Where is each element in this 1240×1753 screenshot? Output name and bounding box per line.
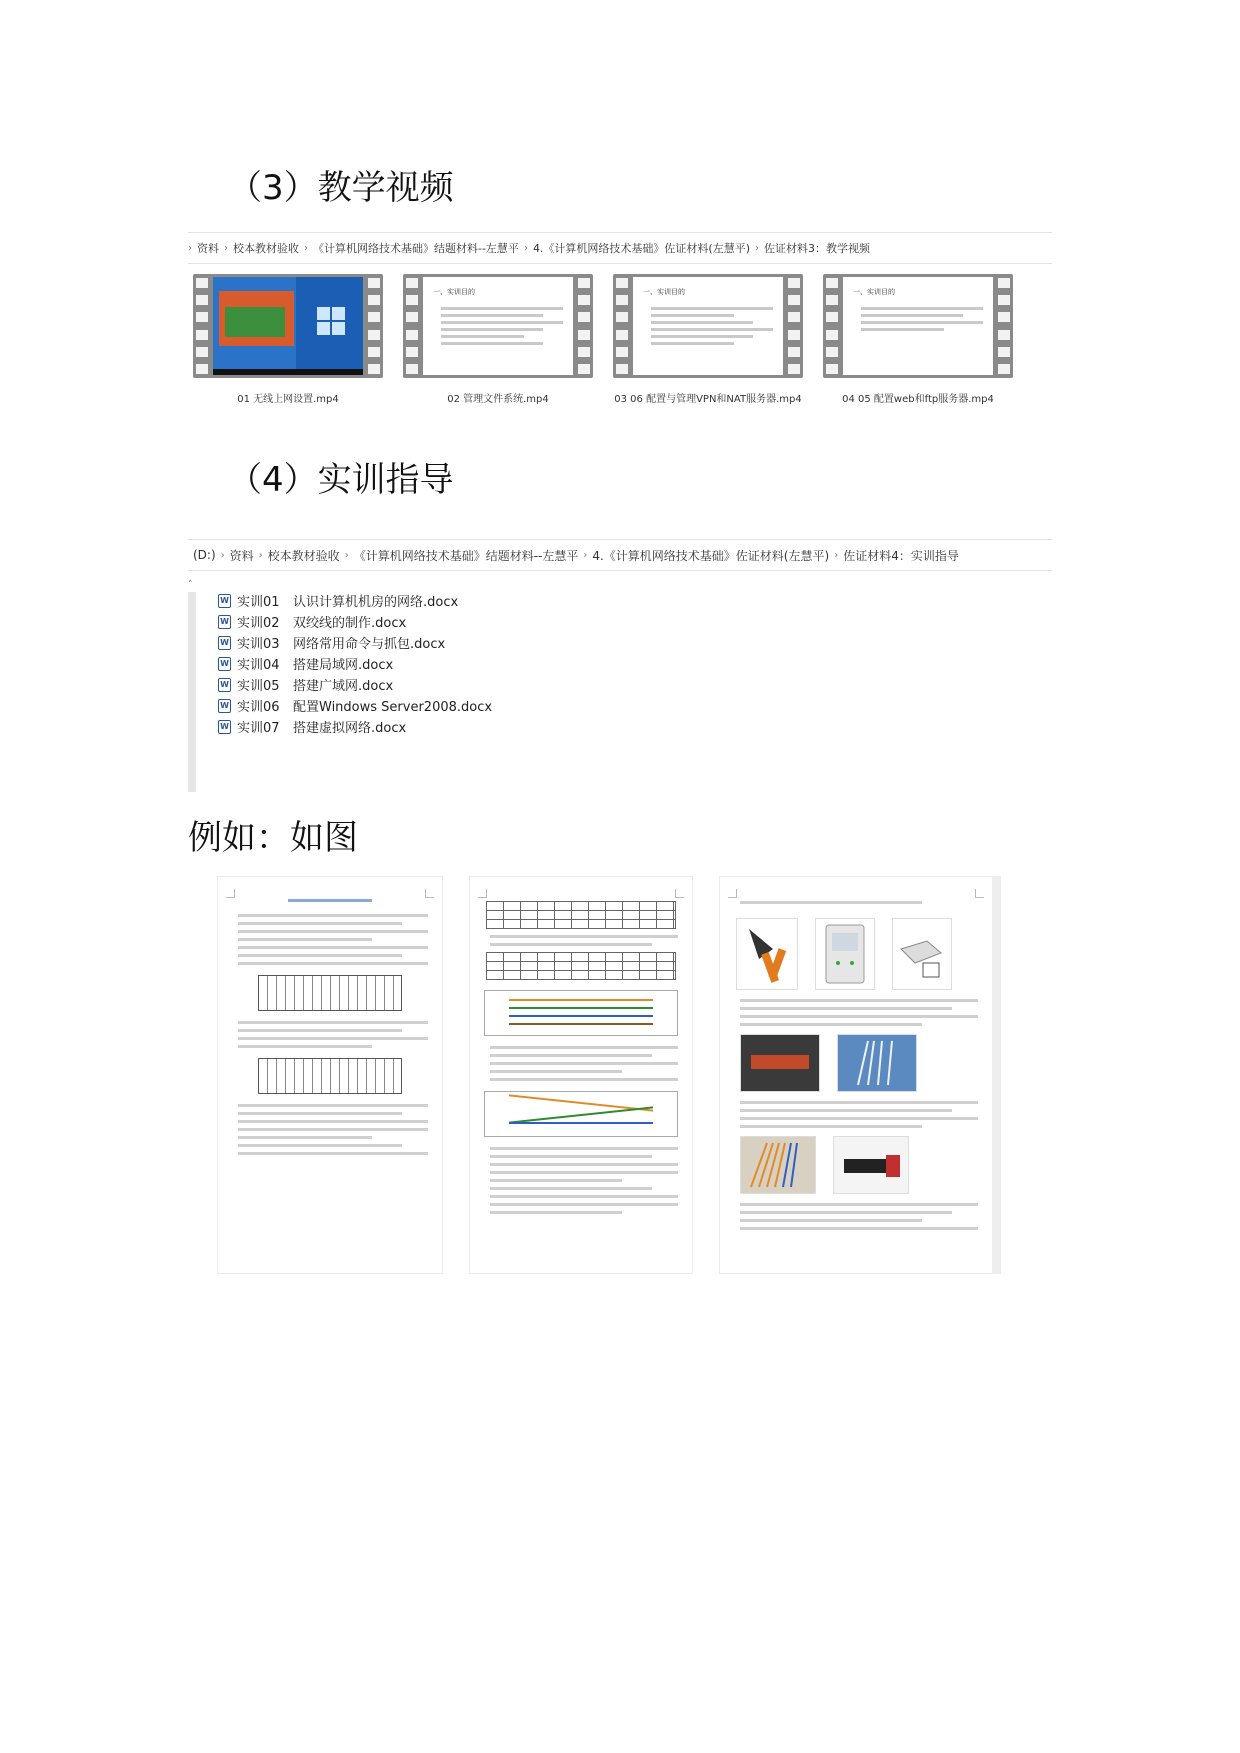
file-item[interactable]: W 实训07 搭建虚拟网络.docx [218, 716, 492, 737]
color-order-table [486, 901, 676, 929]
word-document-icon: W [218, 636, 231, 650]
chevron-right-icon: › [188, 242, 192, 254]
document-page [470, 877, 692, 1273]
file-item[interactable]: W 实训05 搭建广域网.docx [218, 674, 492, 695]
stripping-photo [740, 1034, 820, 1092]
document-page-previews [218, 877, 1052, 1273]
videos-breadcrumb [188, 232, 1052, 264]
breadcrumb-item[interactable]: 资料 [197, 242, 219, 255]
breadcrumb-item[interactable]: 《计算机网络技术基础》结题材料--左慧平 [313, 242, 519, 255]
file-item[interactable]: W 实训03 网络常用命令与抓包.docx [218, 632, 492, 653]
desktop-screenshot [213, 277, 363, 375]
breadcrumb-item[interactable]: 4.《计算机网络技术基础》佐证材料(左慧平) [592, 548, 830, 563]
chevron-right-icon: › [583, 549, 588, 561]
breadcrumb-item[interactable]: 佐证材料4：实训指导 [843, 548, 959, 563]
word-document-icon: W [218, 720, 231, 734]
file-item[interactable]: W 实训04 搭建局域网.docx [218, 653, 492, 674]
guide-heading: （4）实训指导 [228, 460, 454, 500]
video-thumbnail [403, 274, 593, 378]
breadcrumb-item[interactable]: 校本教材验收 [267, 548, 340, 563]
twisted-pairs-photo [837, 1034, 917, 1092]
chevron-right-icon: › [344, 549, 349, 561]
scrollbar[interactable] [188, 592, 196, 792]
video-file[interactable] [823, 274, 1023, 405]
video-label: 04 05 配置web和ftp服务器.mp4 [842, 394, 994, 405]
file-item[interactable]: W 实训01 认识计算机机房的网络.docx [218, 590, 492, 611]
chevron-right-icon: › [834, 549, 839, 561]
word-document-icon: W [218, 657, 231, 671]
chevron-right-icon: › [258, 549, 263, 561]
wire-order-photo [740, 1136, 816, 1194]
chevron-right-icon: › [755, 242, 760, 254]
slide-title: 一、实训目的 [433, 288, 475, 296]
windows-logo-icon [317, 307, 345, 335]
chevron-right-icon: › [224, 242, 228, 254]
breadcrumb-item[interactable]: 佐证材料3：教学视频 [764, 242, 871, 255]
slide-title: 一、实训目的 [643, 288, 685, 296]
document-page [720, 877, 1000, 1273]
word-document-icon: W [218, 594, 231, 608]
chevron-right-icon: › [523, 242, 528, 254]
video-file[interactable] [613, 274, 813, 405]
document-page [218, 877, 442, 1273]
word-document-icon: W [218, 615, 231, 629]
scroll-up-icon[interactable]: ˄ [188, 580, 193, 590]
breadcrumb-item[interactable]: 《计算机网络技术基础》结题材料--左慧平 [353, 548, 579, 563]
video-label: 03 06 配置与管理VPN和NAT服务器.mp4 [614, 394, 802, 405]
rj45-pinout-diagram [258, 975, 402, 1011]
word-document-icon: W [218, 699, 231, 713]
file-item[interactable]: W 实训02 双绞线的制作.docx [218, 611, 492, 632]
chevron-right-icon: › [304, 242, 308, 254]
video-file[interactable] [193, 274, 393, 405]
video-thumbnail [823, 274, 1013, 378]
rj45-pinout-diagram [258, 1058, 402, 1094]
video-file[interactable] [403, 274, 603, 405]
breadcrumb-item[interactable]: 4.《计算机网络技术基础》佐证材料(左慧平) [532, 242, 751, 255]
video-thumbnail [613, 274, 803, 378]
breadcrumb-item[interactable]: 资料 [229, 548, 254, 563]
straight-cable-diagram [484, 990, 678, 1036]
video-label: 02 管理文件系统.mp4 [447, 394, 549, 405]
chevron-right-icon: › [220, 549, 225, 561]
cable-tester-photo [815, 918, 875, 990]
file-item[interactable]: W 实训06 配置Windows Server2008.docx [218, 695, 492, 716]
guide-breadcrumb [188, 539, 1052, 571]
crimping-tool-photo [736, 918, 798, 990]
videos-heading: （3）教学视频 [228, 168, 454, 208]
video-grid [188, 274, 1038, 404]
rj45-connector-photo [892, 918, 952, 990]
word-document-icon: W [218, 678, 231, 692]
color-order-table [486, 952, 676, 980]
crossover-cable-diagram [484, 1091, 678, 1137]
video-label: 01 无线上网设置.mp4 [237, 394, 339, 405]
example-label: 例如：如图 [188, 818, 358, 858]
video-thumbnail [193, 274, 383, 378]
file-list [188, 580, 1052, 792]
crimping-photo [833, 1136, 909, 1194]
breadcrumb-item[interactable]: 校本教材验收 [233, 242, 299, 255]
slide-title: 一、实训目的 [853, 288, 895, 296]
breadcrumb-item[interactable]: (D:) [193, 548, 216, 562]
